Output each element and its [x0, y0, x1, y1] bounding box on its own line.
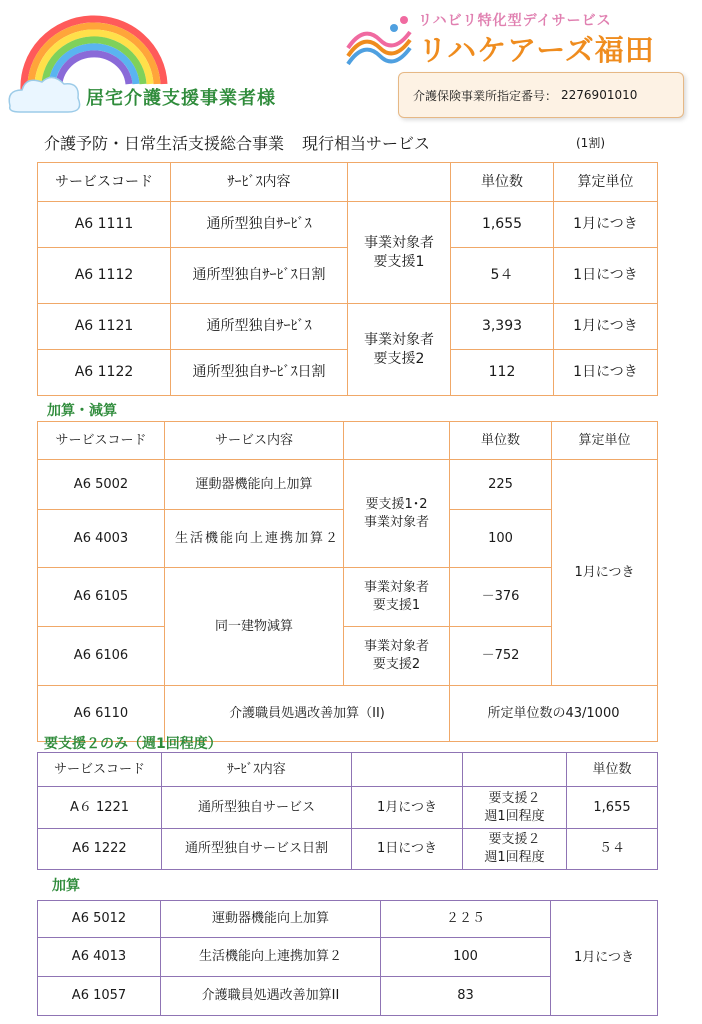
license-number: 2276901010: [561, 88, 638, 102]
target-line: 要支援２: [488, 832, 541, 848]
target-line: 要支援2: [373, 350, 425, 367]
service-code: A6 1222: [38, 829, 162, 870]
service-code: A6 6105: [38, 568, 165, 627]
target-group-cell: [348, 202, 451, 304]
target-line: 要支援1･2: [365, 496, 428, 512]
calc-unit: 1日につき: [554, 248, 658, 304]
recipient-heading: 居宅介護支援事業者様: [86, 88, 276, 109]
same-building-reduction: 同一建物減算: [165, 568, 344, 686]
unit-count: 3,393: [451, 304, 554, 350]
service-content: 介護職員処遇改善加算（II): [165, 686, 450, 742]
table-row: [38, 829, 658, 870]
table-row: [38, 901, 658, 938]
target-line: 週1回程度: [484, 850, 545, 865]
target-line: 事業対象者: [363, 580, 429, 596]
license-label: 介護保険事業所指定番号：: [413, 88, 558, 103]
service-code: A6 5012: [38, 901, 161, 938]
service-content: 通所型独自サービス: [162, 787, 352, 829]
main-title: [44, 131, 430, 154]
copay-ratio: (1割): [576, 136, 605, 150]
service-code: A6 1111: [38, 202, 171, 248]
brand-wave-icon: [344, 14, 414, 68]
calc-unit: 1月につき: [554, 304, 658, 350]
service-code: A6 4013: [38, 938, 161, 977]
service-content: 通所型独自ｻｰﾋﾞｽ日割: [171, 350, 348, 396]
unit-count: ２２５: [381, 901, 551, 938]
header-cell: [348, 163, 451, 202]
table-row: [38, 787, 658, 829]
target-line: 要支援1: [373, 253, 425, 270]
section-label-addition: 加算: [52, 878, 80, 894]
target-group-cell: [344, 460, 450, 568]
service-content: 生活機能向上連携加算２: [161, 938, 381, 977]
service-code: A6 1122: [38, 350, 171, 396]
service-content: 介護職員処遇改善加算II: [161, 977, 381, 1016]
unit-count: 1,655: [567, 787, 658, 829]
target-group-cell: [344, 568, 450, 627]
unit-count: 所定単位数の43/1000: [450, 686, 658, 742]
unit-count: －376: [450, 568, 552, 627]
header-cell: [344, 422, 450, 460]
service-code: A6 5002: [38, 460, 165, 510]
unit-count: －752: [450, 627, 552, 686]
table-row: [38, 304, 658, 350]
target-group-cell: [463, 787, 567, 829]
addition-reduction-table: [37, 421, 658, 742]
service-code: A6 1121: [38, 304, 171, 350]
header-cell: [463, 753, 567, 787]
service-content: 通所型独自ｻｰﾋﾞｽ: [171, 304, 348, 350]
service-code: A6 1057: [38, 977, 161, 1016]
header-cell: ｻｰﾋﾞｽ内容: [171, 163, 348, 202]
target-line: 事業対象者: [363, 639, 429, 655]
unit-count: ５４: [567, 829, 658, 870]
header-cell: サービスコード: [38, 422, 165, 460]
calc-unit: 1日につき: [554, 350, 658, 396]
header-cell: 算定単位: [554, 163, 658, 202]
calc-unit: 1日につき: [352, 829, 463, 870]
service-content: 運動器機能向上加算: [165, 460, 344, 510]
support2-table: [37, 752, 658, 870]
service-code: A6 6110: [38, 686, 165, 742]
table-row: [38, 202, 658, 248]
unit-count: 225: [450, 460, 552, 510]
calc-unit: 1月につき: [551, 901, 658, 1016]
service-code: A６ 1221: [38, 787, 162, 829]
base-service-table: [37, 162, 658, 396]
unit-count: 83: [381, 977, 551, 1016]
header-cell: サービスコード: [38, 163, 171, 202]
target-group-cell: [348, 304, 451, 396]
header-cell: 単位数: [567, 753, 658, 787]
brand-tagline: リハビリ特化型デイサービス: [418, 13, 612, 29]
header-cell: ｻｰﾋﾞｽ内容: [162, 753, 352, 787]
calc-unit: 1月につき: [552, 460, 658, 686]
header-cell: 単位数: [451, 163, 554, 202]
table-row: [38, 460, 658, 510]
target-line: 週1回程度: [484, 808, 545, 824]
target-line: 事業対象者: [364, 234, 434, 251]
service-content: 運動器機能向上加算: [161, 901, 381, 938]
header-cell: [352, 753, 463, 787]
header-cell: サービスコード: [38, 753, 162, 787]
main-title-right: 現行相当サービス: [302, 134, 431, 153]
calc-unit: 1月につき: [352, 787, 463, 829]
unit-count: 100: [450, 510, 552, 568]
service-content: 生活機能向上連携加算２: [165, 510, 344, 568]
target-line: 要支援2: [372, 657, 421, 672]
brand-name: リハケアーズ福田: [418, 33, 655, 67]
table-header-row: [38, 753, 658, 787]
service-code: A6 4003: [38, 510, 165, 568]
license-number-box: [398, 72, 684, 118]
unit-count: 100: [381, 938, 551, 977]
target-line: 要支援２: [488, 790, 541, 806]
target-line: 事業対象者: [363, 514, 429, 530]
service-code: A6 6106: [38, 627, 165, 686]
header-cell: サービス内容: [165, 422, 344, 460]
section-label-support2-only: 要支援２のみ（週1回程度）: [44, 736, 222, 752]
table-header-row: [38, 422, 658, 460]
addition-table: [37, 900, 658, 1016]
target-group-cell: [463, 829, 567, 870]
header-cell: 算定単位: [552, 422, 658, 460]
table-header-row: [38, 163, 658, 202]
service-content: 通所型独自サービス日割: [162, 829, 352, 870]
service-code: A6 1112: [38, 248, 171, 304]
section-label-addition-reduction: 加算・減算: [47, 403, 117, 419]
header-cell: 単位数: [450, 422, 552, 460]
unit-count: 112: [451, 350, 554, 396]
target-line: 要支援1: [372, 598, 421, 613]
calc-unit: 1月につき: [554, 202, 658, 248]
service-content: 通所型独自ｻｰﾋﾞｽ: [171, 202, 348, 248]
service-content: 通所型独自ｻｰﾋﾞｽ日割: [171, 248, 348, 304]
main-title-left: 介護予防・日常生活支援総合事業: [44, 134, 285, 153]
unit-count: 5４: [451, 248, 554, 304]
target-line: 事業対象者: [364, 331, 434, 348]
target-group-cell: [344, 627, 450, 686]
unit-count: 1,655: [451, 202, 554, 248]
